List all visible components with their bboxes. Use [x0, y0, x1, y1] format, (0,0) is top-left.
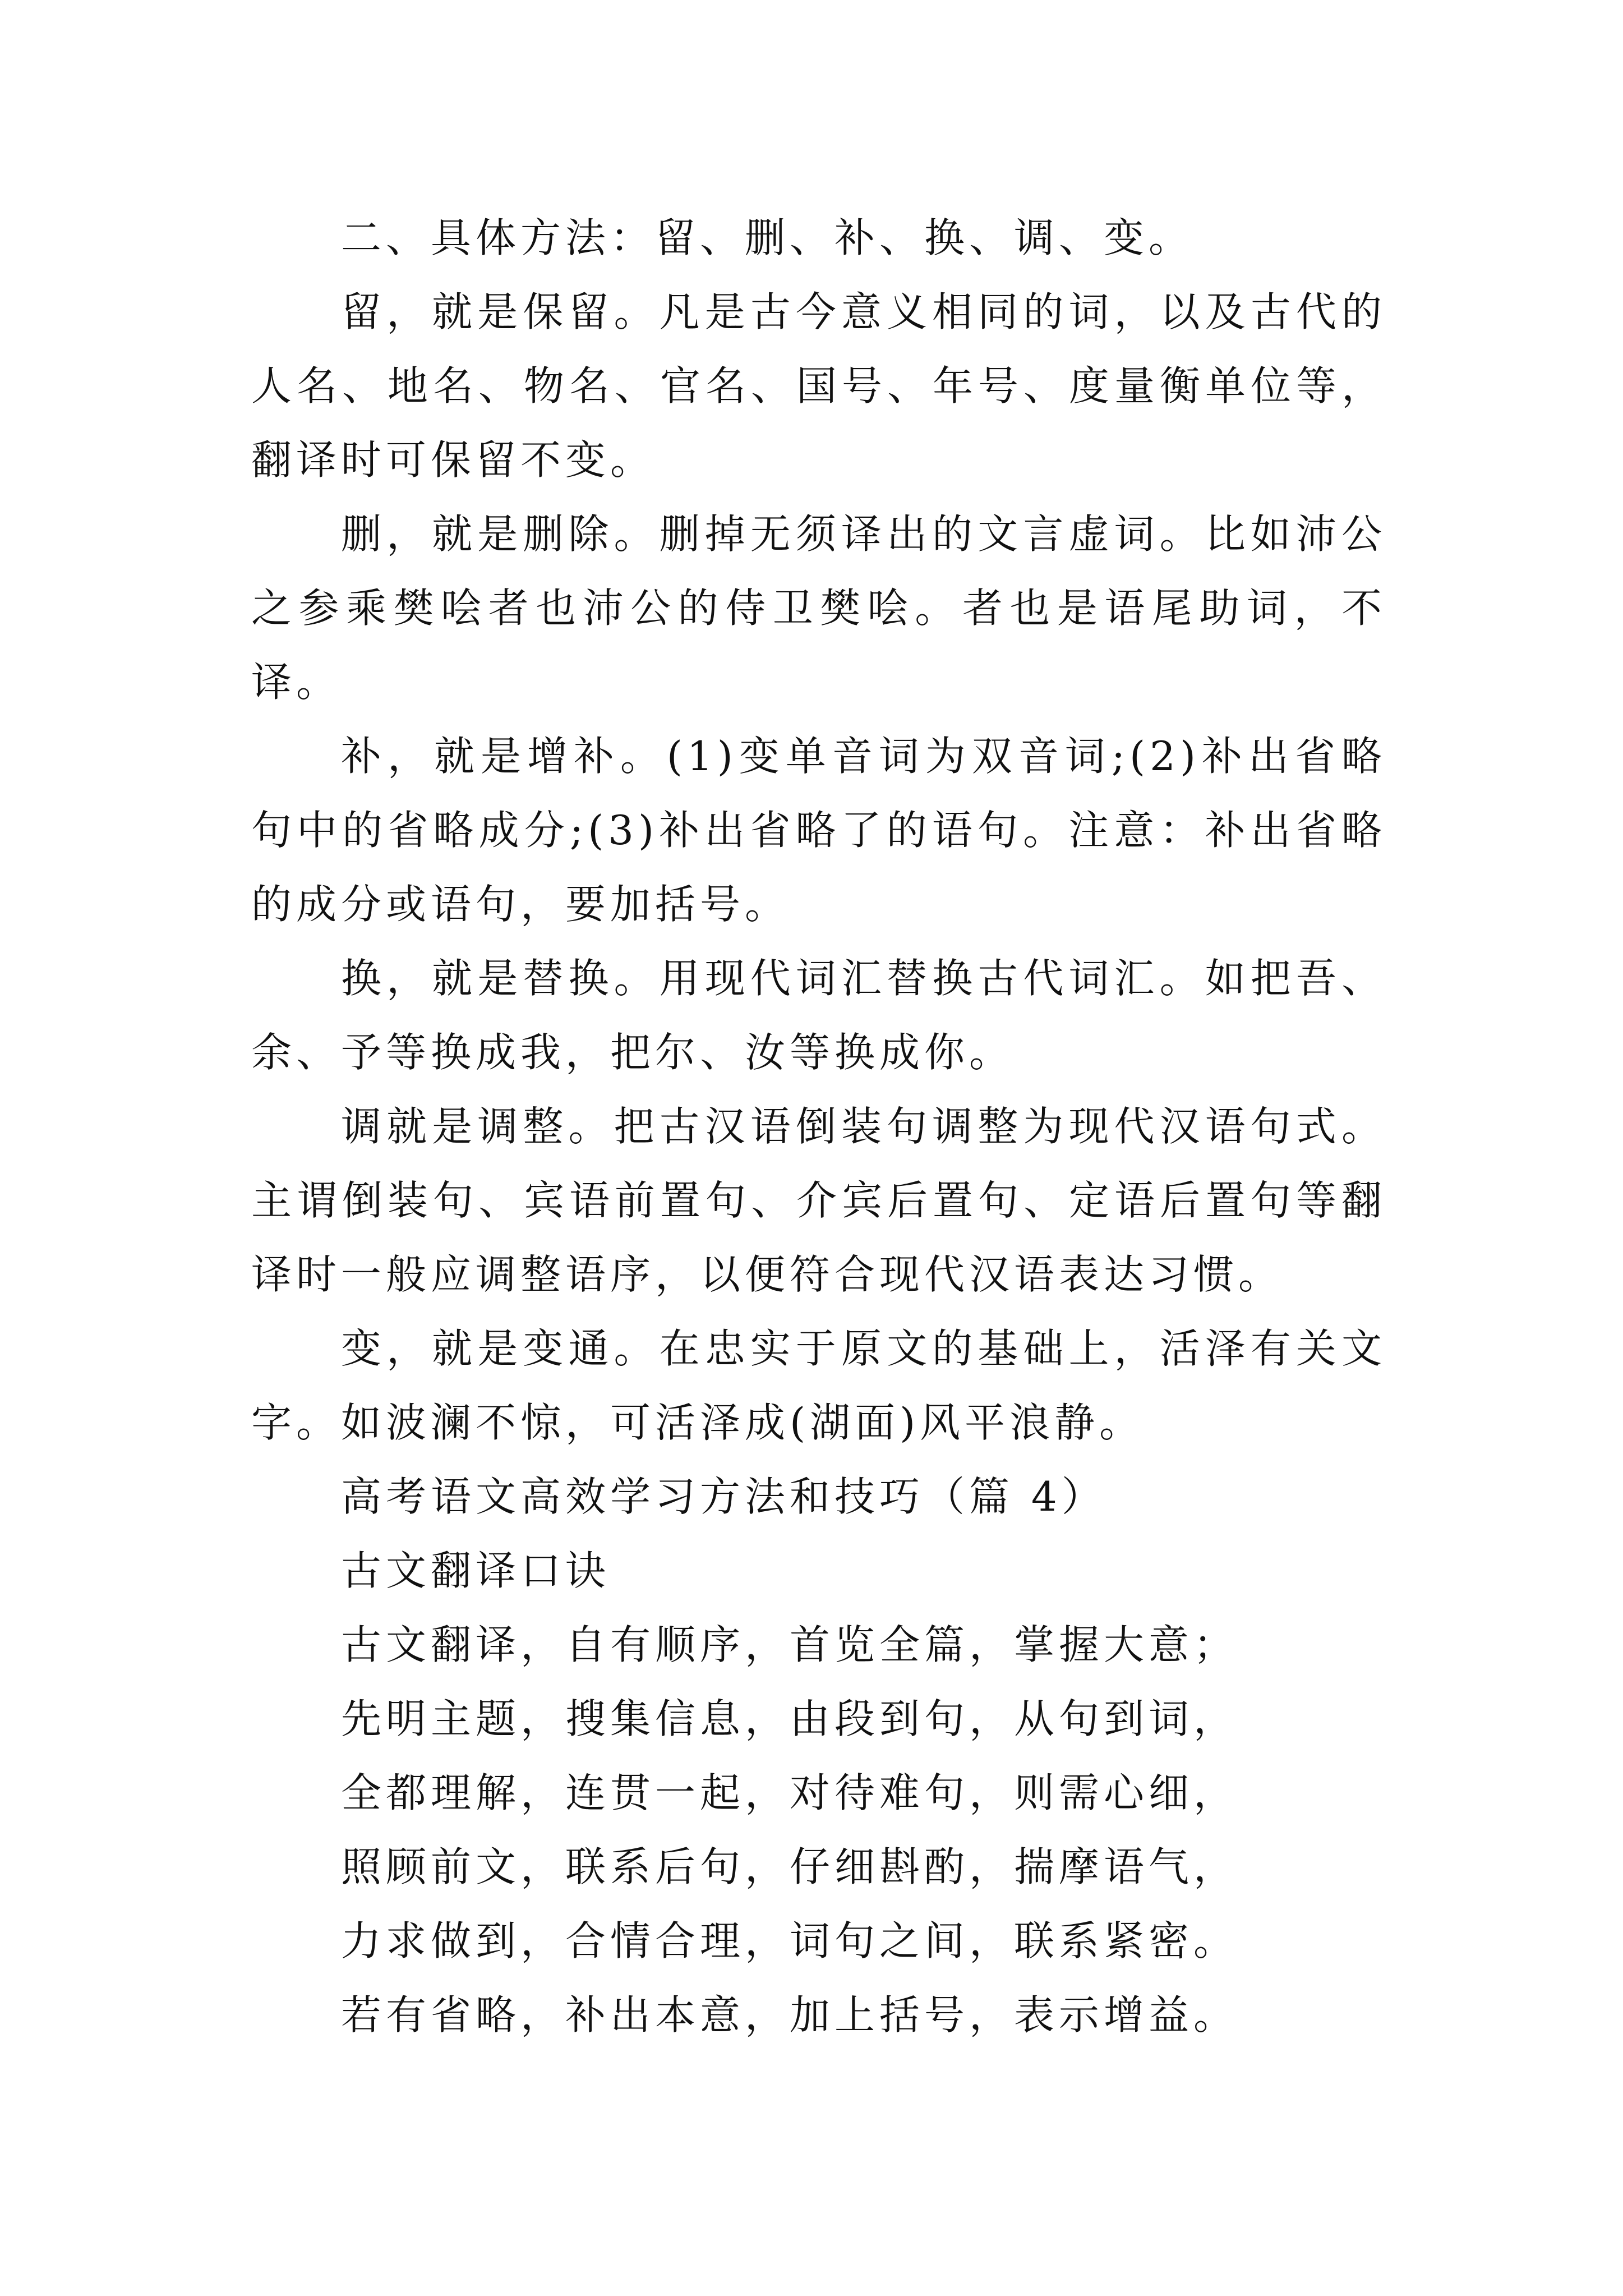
paragraph-methods-overview: 二、具体方法：留、删、补、换、调、变。: [341, 214, 1194, 261]
verse-line: 照顾前文，联系后句，仔细斟酌，揣摩语气，: [341, 1843, 1239, 1890]
verse-line: 若有省略，补出本意，加上括号，表示增益。: [341, 1991, 1239, 2039]
subheading: 古文翻译口诀: [341, 1547, 611, 1594]
document-body: [251, 201, 1386, 2052]
paragraph-supplement: 补，就是增补。(1)变单音词为双音词;(2)补出省略句中的省略成分;(3)补出省略了的语句。注意：补出省略的成分或语句，要加括号。: [251, 733, 1386, 928]
verse-line: 力求做到，合情合理，词句之间，联系紧密。: [341, 1917, 1239, 1964]
verse-line: 古文翻译，自有顺序，首览全篇，掌握大意；: [341, 1621, 1239, 1668]
paragraph-retain: 留，就是保留。凡是古今意义相同的词，以及古代的人名、地名、物名、官名、国号、年号、度量衡单位等，翻译时可保留不变。: [251, 288, 1386, 484]
paragraph-adjust: 调就是调整。把古汉语倒装句调整为现代汉语句式。主谓倒装句、宾语前置句、介宾后置句、定语后置句等翻译时一般应调整语序，以便符合现代汉语表达习惯。: [251, 1103, 1386, 1298]
paragraph-delete: 删，就是删除。删掉无须译出的文言虚词。比如沛公之参乘樊哙者也沛公的侍卫樊哙。者也是语尾助词，不译。: [251, 510, 1386, 706]
paragraph-replace: 换，就是替换。用现代词汇替换古代词汇。如把吾、余、予等换成我，把尔、汝等换成你。: [251, 955, 1386, 1076]
verse-line: 先明主题，搜集信息，由段到句，从句到词，: [341, 1695, 1239, 1742]
paragraph-adapt: 变，就是变通。在忠实于原文的基础上，活泽有关文字。如波澜不惊，可活泽成(湖面)风平浪静。: [251, 1325, 1386, 1446]
section-heading: 高考语文高效学习方法和技巧（篇 4）: [341, 1473, 1106, 1520]
verse-line: 全都理解，连贯一起，对待难句，则需心细，: [341, 1769, 1239, 1816]
